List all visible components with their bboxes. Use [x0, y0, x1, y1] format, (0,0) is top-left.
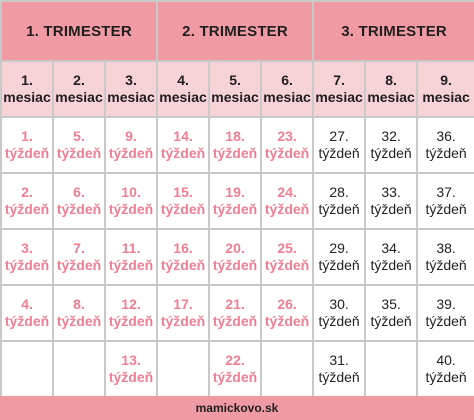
week-cell: [365, 229, 417, 285]
month-header-9: [417, 61, 474, 117]
week-cell: [105, 285, 157, 341]
trimester-3-header: 3. TRIMESTER: [313, 1, 474, 61]
month-number: 2.: [73, 72, 85, 88]
week-cell: [261, 285, 313, 341]
week-cell: [417, 173, 474, 229]
week-word: týždeň: [264, 257, 310, 273]
week-number: 9.: [125, 128, 137, 144]
month-number: 9.: [440, 72, 452, 88]
week-word: týždeň: [4, 257, 50, 273]
week-word: týždeň: [370, 145, 412, 161]
week-number: 11.: [121, 240, 141, 256]
week-number: 25.: [277, 240, 297, 256]
week-cell: [105, 173, 157, 229]
week-cell: [365, 341, 417, 397]
month-header-8: [365, 61, 417, 117]
week-word: týždeň: [212, 257, 258, 273]
week-cell: [1, 285, 53, 341]
week-word: týždeň: [370, 313, 412, 329]
week-cell: [417, 117, 474, 173]
week-word: týždeň: [212, 313, 258, 329]
week-cell: [157, 229, 209, 285]
week-word: týždeň: [318, 201, 360, 217]
week-number: 28.: [329, 184, 349, 200]
week-cell: [209, 173, 261, 229]
month-header-4: [157, 61, 209, 117]
week-cell: [209, 117, 261, 173]
trimester-1-header: 1. TRIMESTER: [1, 1, 157, 61]
week-word: týždeň: [160, 313, 206, 329]
week-number: 3.: [21, 240, 33, 256]
week-cell: [313, 173, 365, 229]
week-cell: [1, 229, 53, 285]
week-number: 17.: [173, 296, 193, 312]
week-number: 16.: [173, 240, 193, 256]
week-word: týždeň: [264, 201, 310, 217]
week-cell: [209, 341, 261, 397]
week-cell: [417, 229, 474, 285]
week-cell: [365, 117, 417, 173]
week-word: týždeň: [370, 201, 412, 217]
week-number: 29.: [329, 240, 349, 256]
week-word: týždeň: [56, 201, 102, 217]
month-word: mesiac: [211, 89, 259, 105]
week-word: týždeň: [425, 369, 467, 385]
week-cell: [261, 341, 313, 397]
trimester-2-header: 2. TRIMESTER: [157, 1, 313, 61]
month-word: mesiac: [159, 89, 207, 105]
week-number: 10.: [121, 184, 141, 200]
month-word: mesiac: [3, 89, 51, 105]
week-word: týždeň: [425, 201, 467, 217]
week-cell: [53, 229, 105, 285]
week-cell: [313, 285, 365, 341]
month-number: 4.: [177, 72, 189, 88]
week-word: týždeň: [318, 369, 360, 385]
week-word: týždeň: [108, 145, 154, 161]
week-word: týždeň: [212, 369, 258, 385]
week-number: 20.: [225, 240, 245, 256]
week-word: týždeň: [160, 201, 206, 217]
week-cell: [313, 117, 365, 173]
week-row: [1, 117, 474, 173]
footer-site-name: mamickovo.sk: [0, 396, 474, 420]
week-row: [1, 173, 474, 229]
week-number: 26.: [277, 296, 297, 312]
week-number: 31.: [329, 352, 349, 368]
month-word: mesiac: [422, 89, 470, 105]
week-word: týždeň: [160, 257, 206, 273]
week-word: týždeň: [264, 145, 310, 161]
week-cell: [1, 341, 53, 397]
week-cell: [53, 285, 105, 341]
week-word: týždeň: [4, 201, 50, 217]
week-word: týždeň: [425, 313, 467, 329]
month-number: 6.: [281, 72, 293, 88]
month-number: 3.: [125, 72, 137, 88]
week-cell: [157, 173, 209, 229]
week-cell: [53, 117, 105, 173]
week-word: týždeň: [318, 313, 360, 329]
week-number: 13.: [121, 352, 141, 368]
week-word: týždeň: [108, 313, 154, 329]
week-cell: [417, 341, 474, 397]
week-cell: [105, 341, 157, 397]
week-number: 7.: [73, 240, 85, 256]
week-word: týždeň: [318, 145, 360, 161]
week-number: 21.: [225, 296, 245, 312]
week-word: týždeň: [160, 145, 206, 161]
week-cell: [209, 285, 261, 341]
week-word: týždeň: [425, 257, 467, 273]
week-cell: [53, 341, 105, 397]
week-number: 12.: [121, 296, 141, 312]
week-number: 15.: [173, 184, 193, 200]
week-number: 2.: [21, 184, 33, 200]
week-word: týždeň: [108, 201, 154, 217]
week-word: týždeň: [370, 257, 412, 273]
week-number: 19.: [225, 184, 245, 200]
week-number: 36.: [436, 128, 456, 144]
week-cell: [313, 341, 365, 397]
week-cell: [105, 117, 157, 173]
week-word: týždeň: [212, 201, 258, 217]
month-word: mesiac: [367, 89, 415, 105]
week-word: týždeň: [56, 257, 102, 273]
week-number: 33.: [381, 184, 401, 200]
week-cell: [53, 173, 105, 229]
week-number: 32.: [381, 128, 401, 144]
trimester-header-row: [1, 1, 474, 61]
week-cell: [365, 173, 417, 229]
week-cell: [157, 117, 209, 173]
month-header-row: [1, 61, 474, 117]
week-number: 24.: [277, 184, 297, 200]
month-header-3: [105, 61, 157, 117]
week-number: 38.: [436, 240, 456, 256]
week-number: 39.: [436, 296, 456, 312]
week-number: 6.: [73, 184, 85, 200]
month-word: mesiac: [315, 89, 363, 105]
week-number: 22.: [225, 352, 245, 368]
week-cell: [261, 117, 313, 173]
week-number: 1.: [21, 128, 33, 144]
week-word: týždeň: [318, 257, 360, 273]
month-header-2: [53, 61, 105, 117]
week-number: 18.: [225, 128, 245, 144]
week-cell: [157, 341, 209, 397]
week-cell: [261, 229, 313, 285]
week-number: 35.: [381, 296, 401, 312]
week-cell: [1, 173, 53, 229]
month-number: 8.: [385, 72, 397, 88]
week-word: týždeň: [4, 145, 50, 161]
week-number: 4.: [21, 296, 33, 312]
week-word: týždeň: [108, 257, 154, 273]
month-header-6: [261, 61, 313, 117]
week-number: 8.: [73, 296, 85, 312]
week-cell: [105, 229, 157, 285]
week-cell: [261, 173, 313, 229]
month-header-7: [313, 61, 365, 117]
week-cell: [1, 117, 53, 173]
week-word: týždeň: [4, 313, 50, 329]
week-word: týždeň: [425, 145, 467, 161]
month-header-5: [209, 61, 261, 117]
week-row: [1, 341, 474, 397]
week-number: 40.: [436, 352, 456, 368]
week-word: týždeň: [264, 313, 310, 329]
week-word: týždeň: [56, 145, 102, 161]
week-row: [1, 285, 474, 341]
month-number: 5.: [229, 72, 241, 88]
week-number: 27.: [329, 128, 349, 144]
week-number: 23.: [277, 128, 297, 144]
week-number: 34.: [381, 240, 401, 256]
month-word: mesiac: [107, 89, 155, 105]
month-word: mesiac: [55, 89, 103, 105]
week-cell: [209, 229, 261, 285]
week-cell: [365, 285, 417, 341]
week-cell: [417, 285, 474, 341]
month-number: 1.: [21, 72, 33, 88]
week-cell: [157, 285, 209, 341]
month-word: mesiac: [263, 89, 311, 105]
week-number: 14.: [173, 128, 193, 144]
week-number: 30.: [329, 296, 349, 312]
week-word: týždeň: [56, 313, 102, 329]
week-number: 37.: [436, 184, 456, 200]
week-word: týždeň: [212, 145, 258, 161]
week-row: [1, 229, 474, 285]
week-cell: [313, 229, 365, 285]
week-word: týždeň: [108, 369, 154, 385]
week-number: 5.: [73, 128, 85, 144]
month-number: 7.: [333, 72, 345, 88]
month-header-1: [1, 61, 53, 117]
